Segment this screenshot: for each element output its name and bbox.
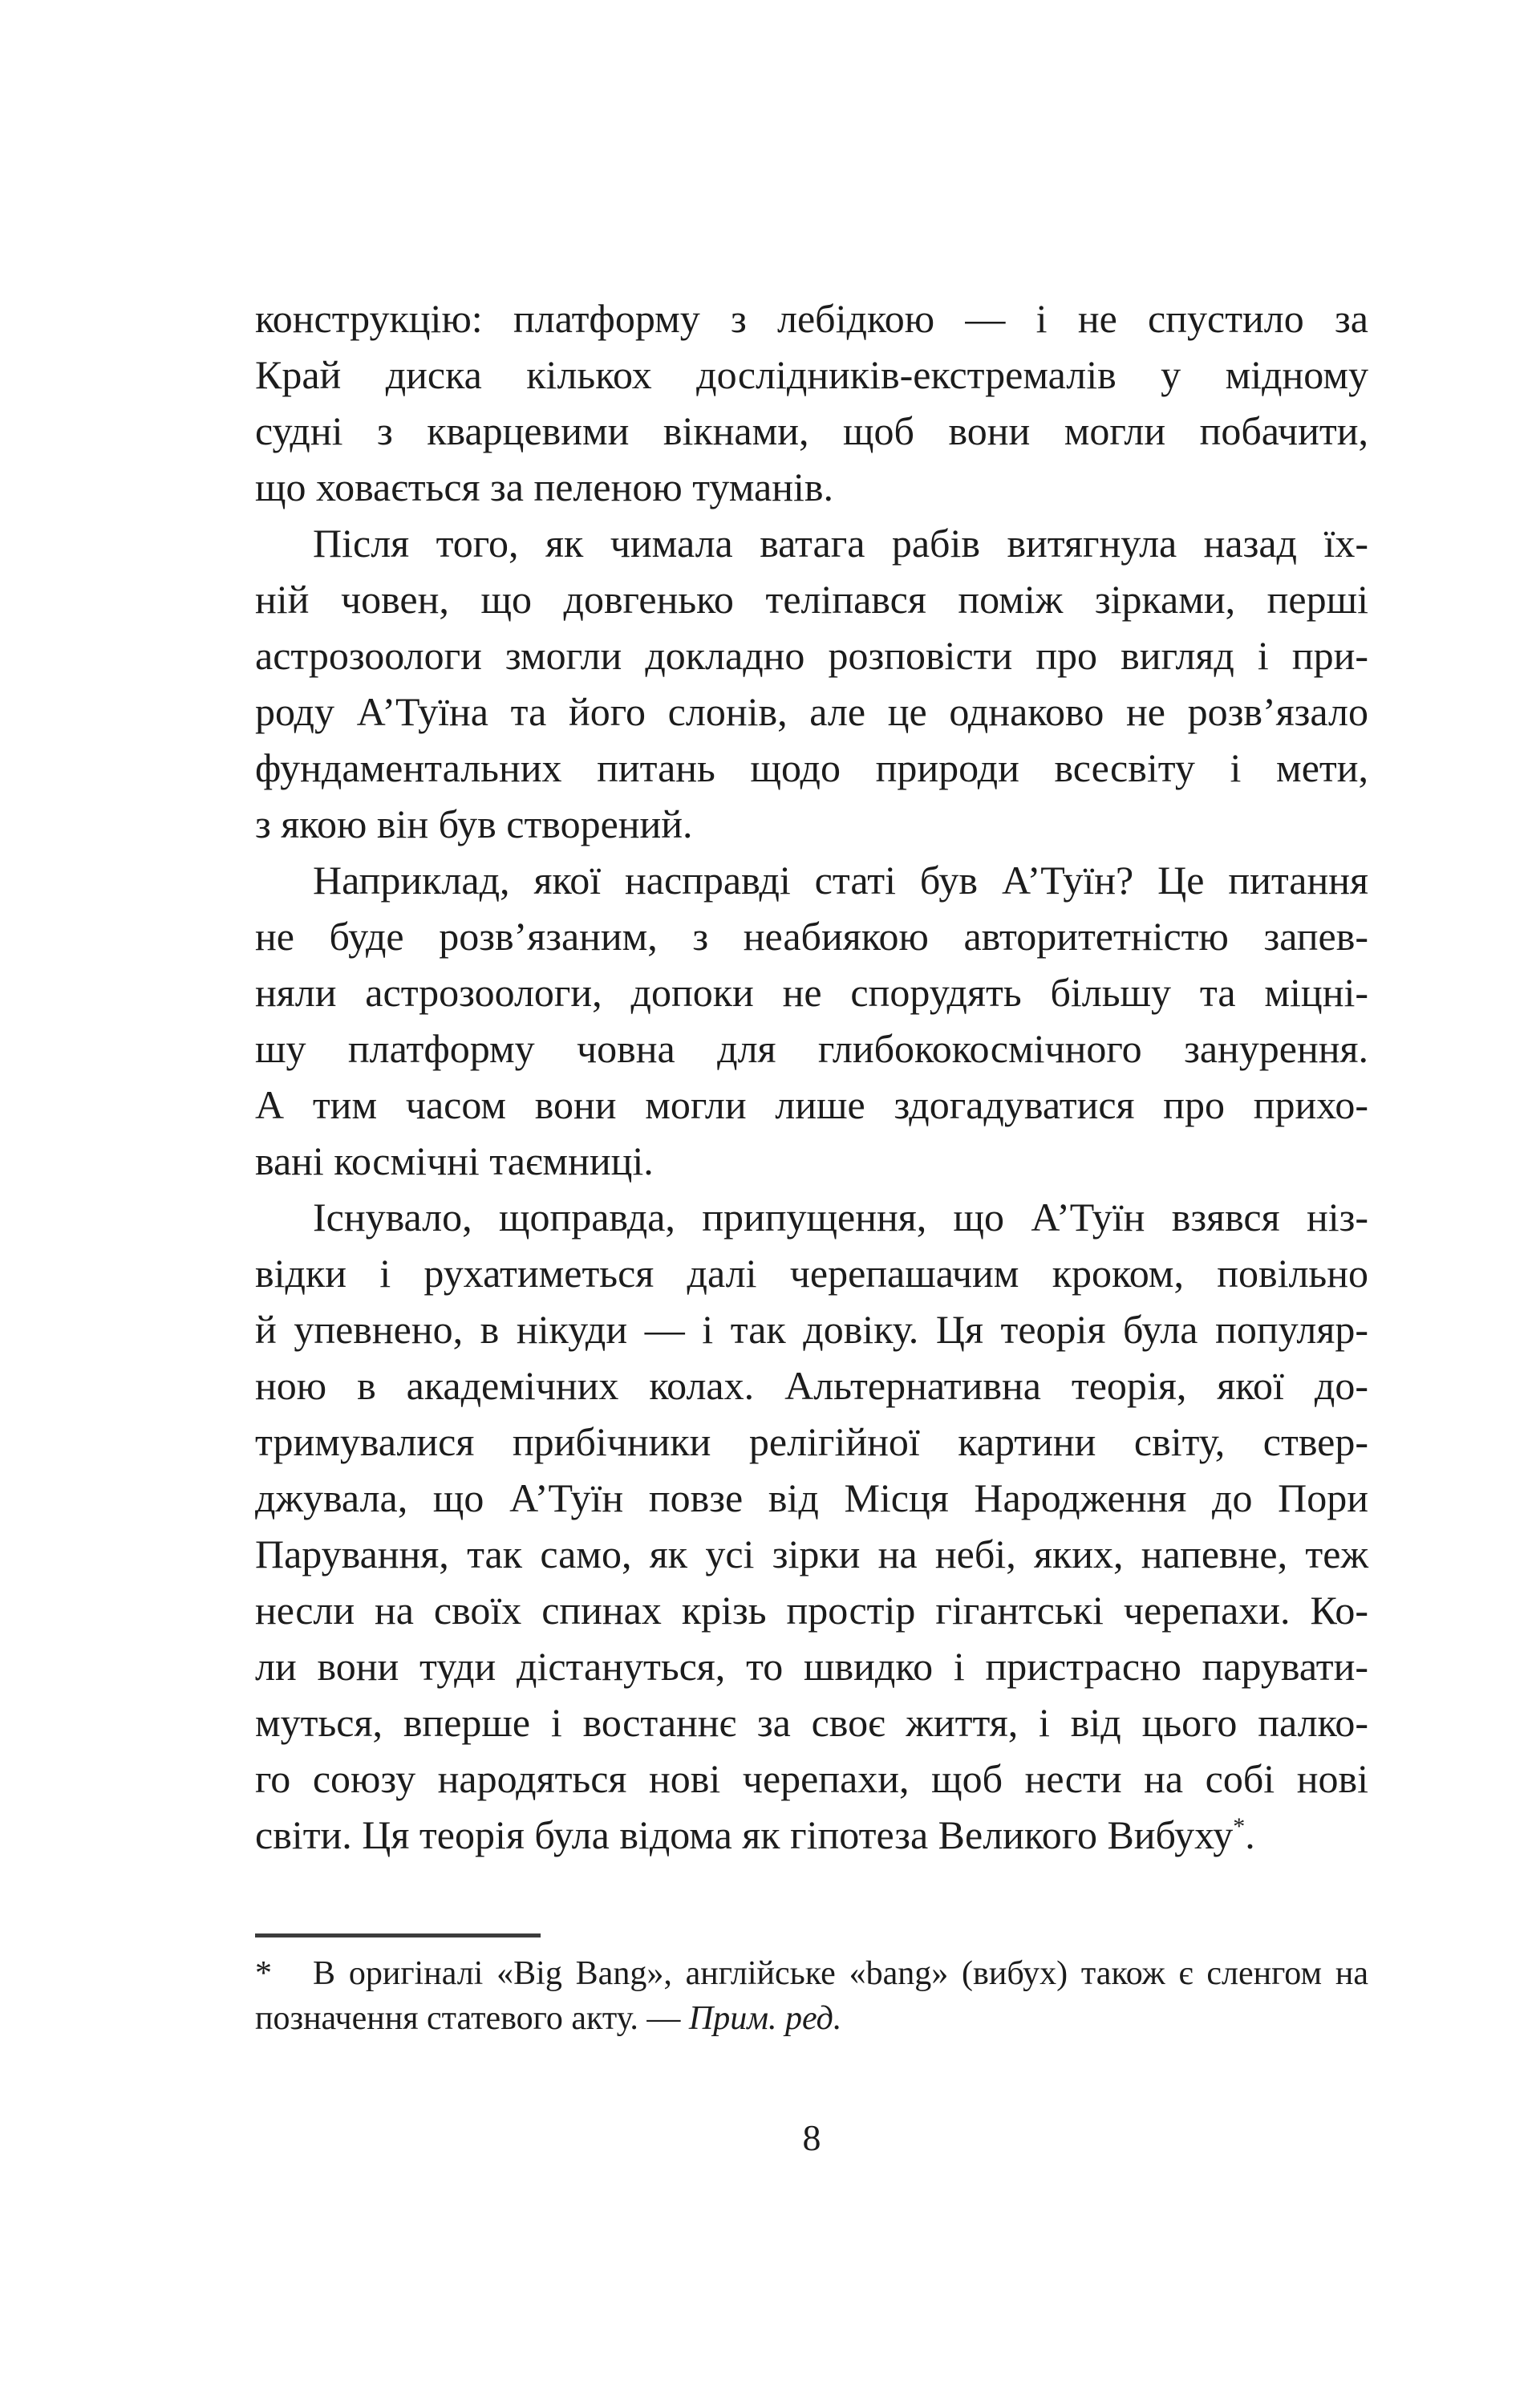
footnote-editor-note: Прим. ред. [688, 2000, 842, 2037]
footnote-text: позначення статевого акту. — [255, 2000, 689, 2037]
footnote-marker: * [255, 1955, 272, 1992]
text-line: Наприклад, якої насправді статі був А’Туїн? Це питання [313, 858, 1368, 903]
text-line: няли астрозоологи, допоки не спорудять більшу та міцні- [255, 970, 1368, 1015]
footnote-line [255, 1951, 1368, 1996]
text-line: ною в академічних колах. Альтернативна теорія, якої до- [255, 1363, 1368, 1408]
text-line: несли на своїх спинах крізь простір гігантські черепахи. Ко- [255, 1588, 1368, 1633]
text-line: що ховається за пеленою туманів. [255, 465, 833, 509]
text-line: вані космічні таємниці. [255, 1138, 654, 1183]
text-line: Край диска кількох дослідників-екстремалів у мідному [255, 352, 1368, 397]
text-line: ли вони туди дістануться, то швидко і пристрасно парувати- [255, 1644, 1368, 1689]
text-line: А тим часом вони могли лише здогадуватися про прихо- [255, 1082, 1368, 1127]
text-line: відки і рухатиметься далі черепашачим кроком, повільно [255, 1251, 1368, 1296]
page-number: 8 [802, 2117, 821, 2158]
text-line: з якою він був створений. [255, 801, 693, 846]
paragraph [255, 852, 1368, 1189]
text-line: Існувало, щоправда, припущення, що А’Туїн взявся ніз- [313, 1195, 1368, 1240]
text-line: світи. Ця теорія була відома як гіпотеза Великого Вибуху*. [255, 1812, 1255, 1857]
text-block [255, 290, 1368, 1863]
paragraph [255, 290, 1368, 515]
text-line: роду А’Туїна та його слонів, але це однаково не розв’язало [255, 689, 1368, 734]
footnote-text: В оригіналі «Big Bang», англійське «bang» (вибух) також є сленгом на [313, 1955, 1368, 1992]
text-segment: . [1245, 1812, 1255, 1857]
text-line: судні з кварцевими вікнами, щоб вони могли побачити, [255, 408, 1368, 453]
text-line: шу платформу човна для глибококосмічного занурення. [255, 1026, 1368, 1071]
text-segment: світи. Ця теорія була відома як гіпотеза Великого Вибуху [255, 1812, 1234, 1857]
text-line: астрозоологи змогли докладно розповісти про вигляд і при- [255, 633, 1368, 678]
text-line: джувала, що А’Туїн повзе від Місця Народження до Пори [255, 1475, 1368, 1520]
text-line: не буде розв’язаним, з неабиякою авторитетністю запев- [255, 914, 1368, 959]
text-line: муться, вперше і востаннє за своє життя, і від цього палко- [255, 1700, 1368, 1745]
paragraph [255, 1189, 1368, 1863]
footnote [255, 1951, 1368, 2041]
text-line: Після того, як чимала ватага рабів витягнула назад їх- [313, 521, 1368, 566]
footnote-separator [255, 1933, 541, 1937]
text-line: го союзу народяться нові черепахи, щоб нести на собі нові [255, 1756, 1368, 1801]
text-line: конструкцію: платформу з лебідкою — і не спустило за [255, 296, 1368, 341]
text-line: ній човен, що довгенько теліпався поміж зірками, перші [255, 577, 1368, 622]
text-line: й упевнено, в нікуди — і так довіку. Ця теорія була популяр- [255, 1307, 1368, 1352]
footnote-line [255, 1996, 1368, 2041]
text-line: Парування, так само, як усі зірки на небі, яких, напевне, теж [255, 1532, 1368, 1576]
paragraph [255, 515, 1368, 852]
text-line: тримувалися прибічники релігійної картини світу, ствер- [255, 1419, 1368, 1464]
text-line: фундаментальних питань щодо природи всесвіту і мети, [255, 745, 1368, 790]
